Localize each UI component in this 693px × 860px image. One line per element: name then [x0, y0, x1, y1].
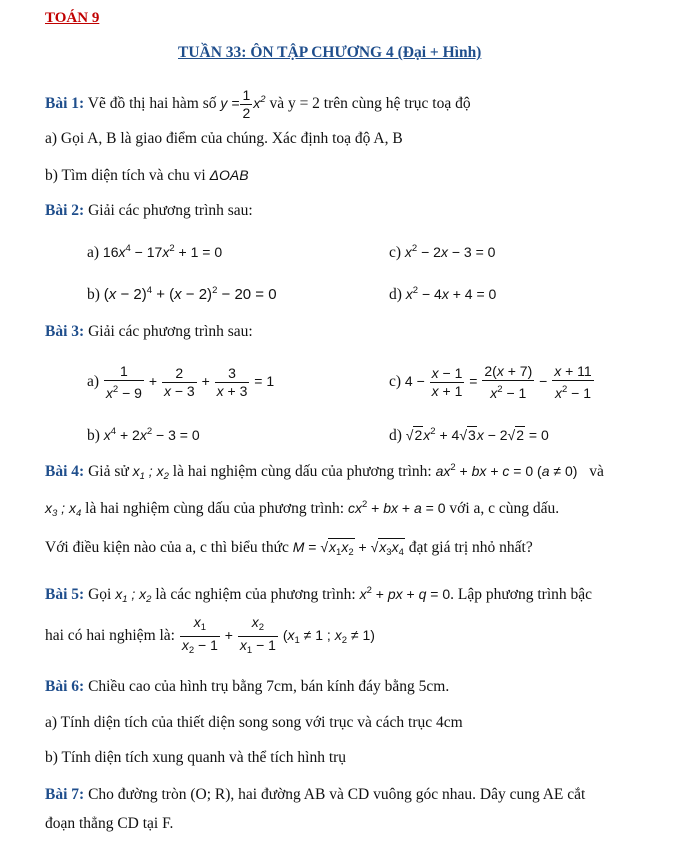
- bai1-question-a: a) Gọi A, B là giao điểm của chúng. Xác định toạ độ A, B: [45, 130, 403, 147]
- bai3-eq-b: b) $x^4 + 2x^2 - 3 = 0$: [87, 426, 200, 444]
- bai5-statement-line1: Bài 5: Gọi $x_1$ ; $x_2$ là các nghiệm của phương trình: $x^2$ + px + q = 0. Lập phương trình bậc: [45, 585, 593, 605]
- bai1-question-b: b) Tìm diện tích và chu vi ΔOAB: [45, 167, 249, 184]
- page-title: TUẦN 33: ÔN TẬP CHƯƠNG 4 (Đại + Hình): [178, 44, 482, 61]
- bai2-eq-b: b) $(x - 2)^4 + (x - 2)^2 - 20 = 0$: [87, 285, 277, 303]
- bai4-statement-line2: $x_3$ ; $x_4$ là hai nghiệm cùng dấu của phương trình: $cx^2$ + bx + a = 0 với a, c cùng dấu.: [45, 499, 560, 519]
- bai1-label: Bài 1:: [45, 95, 85, 112]
- bai3-statement: Bài 3: Giải các phương trình sau:: [45, 323, 253, 340]
- bai6-question-b: b) Tính diện tích xung quanh và thể tích hình trụ: [45, 749, 347, 766]
- bai4-statement-line3: Với điều kiện nào của a, c thì biểu thức $M = √x_1x_2 + √x_3x_4$ đạt giá trị nhỏ nhất?: [45, 536, 533, 561]
- bai5-statement-line2: hai có hai nghiệm là: $\frac{x_1}{x_2 - 1}$ + $\frac{x_2}{x_1 - 1}$ ($x_1 \ne 1$ ; $x_2 \ne 1$): [45, 613, 375, 656]
- bai1-statement: Bài 1: Vẽ đồ thị hai hàm số y = $\frac{1}{2}$ $x^2$ và y = 2 trên cùng hệ trục toạ độ: [45, 86, 471, 121]
- bai3-eq-c: c) 4 − $\frac{x - 1}{x + 1}$ = $\frac{2(x + 7)}{x^2 - 1}$ − $\frac{x + 11}{x^2 - 1}$: [389, 362, 592, 401]
- bai2-eq-a: a) $16x^4 - 17x^2 + 1 = 0$: [87, 243, 223, 261]
- bai2-statement: Bài 2: Giải các phương trình sau:: [45, 202, 253, 219]
- subject-heading: TOÁN 9: [45, 10, 100, 26]
- bai6-question-a: a) Tính diện tích của thiết diện song song với trục và cách trục 4cm: [45, 714, 463, 731]
- bai1-function: y = $\frac{1}{2}$ $x^2$: [220, 86, 266, 121]
- bai7-statement-line2: đoạn thẳng CD tại F.: [45, 815, 174, 832]
- bai2-eq-d: d) $x^2 - 4x + 4 = 0$: [389, 285, 497, 303]
- bai3-eq-d: d) $√2x^2 + 4√3x - 2√2 = 0$: [389, 426, 549, 444]
- bai2-eq-c: c) $x^2 - 2x - 3 = 0$: [389, 243, 496, 261]
- bai3-eq-a: a) $\frac{1}{x^2 - 9}$ + $\frac{2}{x - 3}$ + $\frac{3}{x + 3}$ = 1: [87, 362, 275, 401]
- bai4-statement-line1: Bài 4: Giả sử $x_1$ ; $x_2$ là hai nghiệm cùng dấu của phương trình: $ax^2$ + bx + c = 0 (a ≠ 0) và: [45, 462, 604, 482]
- bai7-statement: Bài 7: Cho đường tròn (O; R), hai đường AB và CD vuông góc nhau. Dây cung AE cắt: [45, 786, 586, 803]
- bai6-statement: Bài 6: Chiều cao của hình trụ bằng 7cm, bán kính đáy bằng 5cm.: [45, 678, 450, 695]
